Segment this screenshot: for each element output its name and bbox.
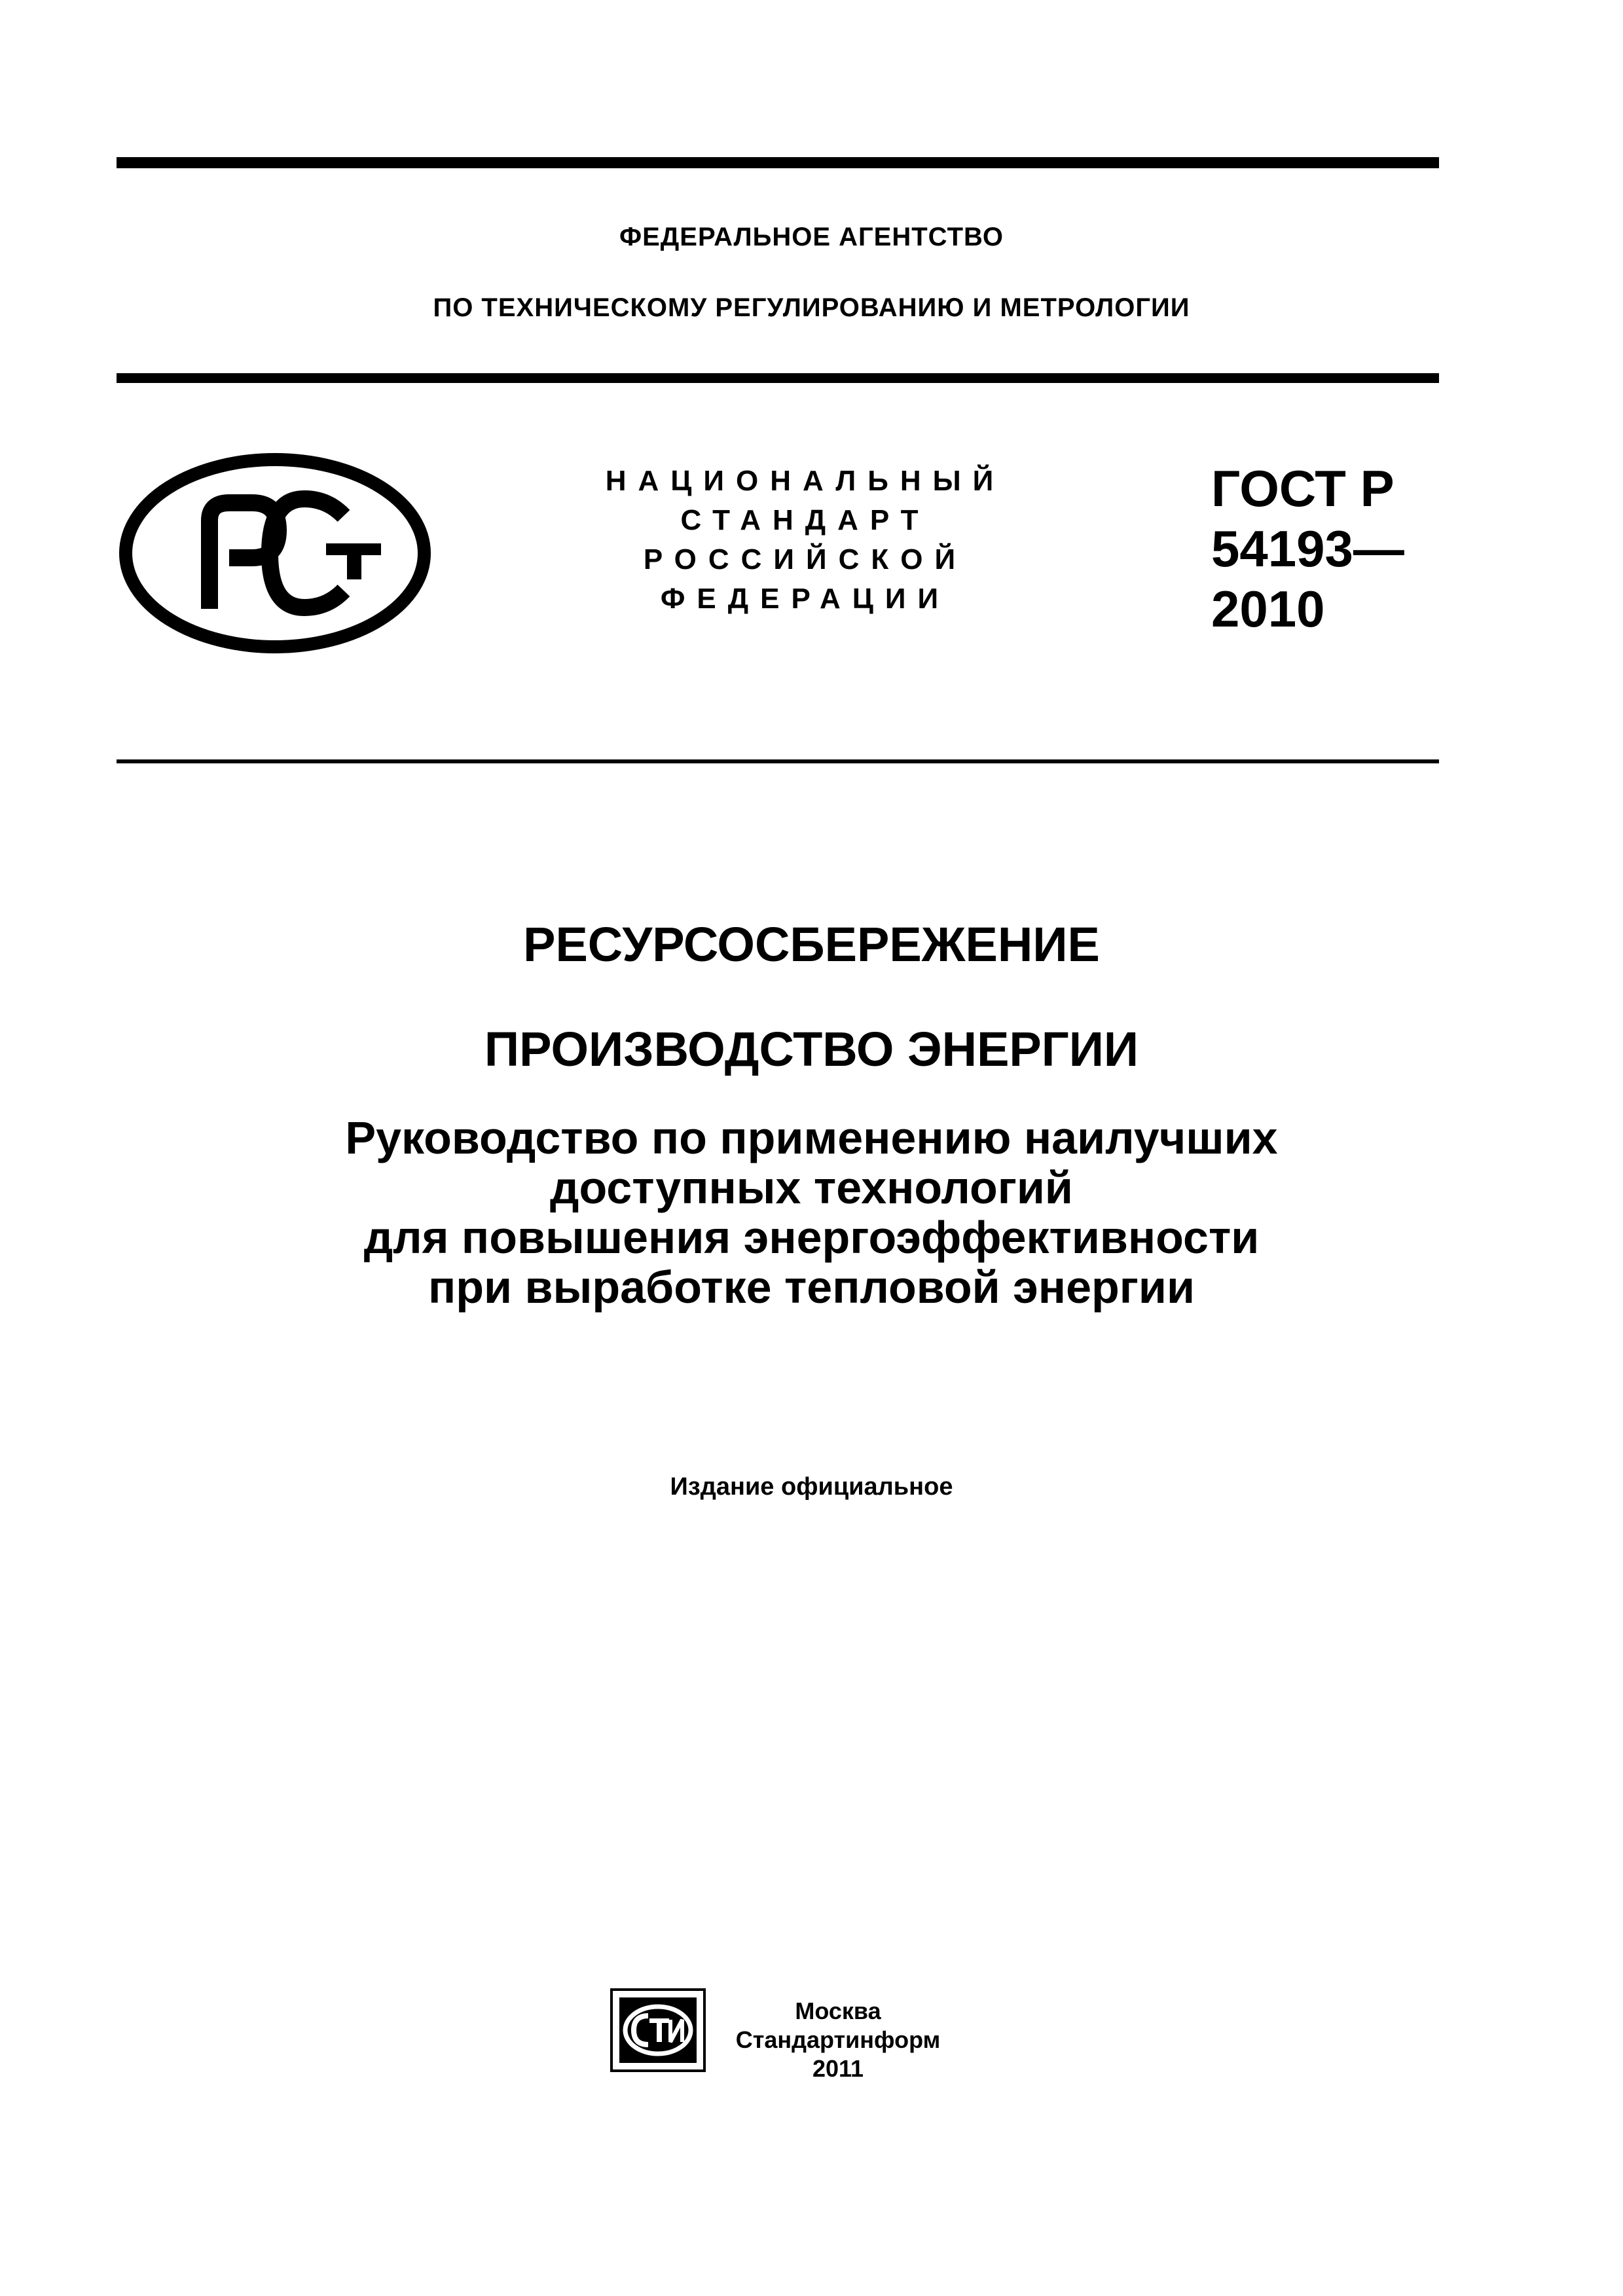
agency-line-2: ПО ТЕХНИЧЕСКОМУ РЕГУЛИРОВАНИЮ И МЕТРОЛОГИИ [433, 293, 1190, 322]
subtitle-line-3: для повышения энергоэффективности [363, 1212, 1260, 1263]
publisher-year: 2011 [812, 2055, 864, 2082]
standard-type-line-1: НАЦИОНАЛЬНЫЙ [605, 465, 1006, 497]
publisher-name: Стандартинформ [735, 2026, 941, 2053]
designation-bottom-rule [117, 759, 1439, 763]
rst-logo [118, 452, 432, 655]
standard-type-line-2: СТАНДАРТ [680, 504, 930, 536]
top-rule [117, 157, 1439, 168]
edition-note: Издание официальное [670, 1473, 953, 1501]
standard-designation [1211, 458, 1404, 639]
subtitle-line-1: Руководство по применению наилучших [345, 1112, 1278, 1163]
publisher-info [720, 1997, 956, 2083]
document-title-2: ПРОИЗВОДСТВО ЭНЕРГИИ [484, 1022, 1139, 1076]
standartinform-logo [609, 1987, 707, 2073]
designation-line-3: 2010 [1211, 580, 1325, 638]
publisher-city: Москва [795, 1997, 881, 2024]
document-subtitle [0, 1113, 1623, 1312]
designation-line-2: 54193— [1211, 520, 1404, 577]
standard-type-line-3: РОССИЙСКОЙ [643, 543, 968, 575]
subtitle-line-4: при выработке тепловой энергии [428, 1262, 1195, 1313]
header-bottom-rule [117, 373, 1439, 383]
designation-line-1: ГОСТ Р [1211, 460, 1395, 517]
standard-type-line-4: ФЕДЕРАЦИИ [660, 583, 951, 615]
subtitle-line-2: доступных технологий [550, 1162, 1073, 1213]
document-title-1: РЕСУРСОСБЕРЕЖЕНИЕ [523, 917, 1100, 972]
agency-line-1: ФЕДЕРАЛЬНОЕ АГЕНТСТВО [619, 223, 1004, 251]
standard-type [576, 462, 1034, 619]
